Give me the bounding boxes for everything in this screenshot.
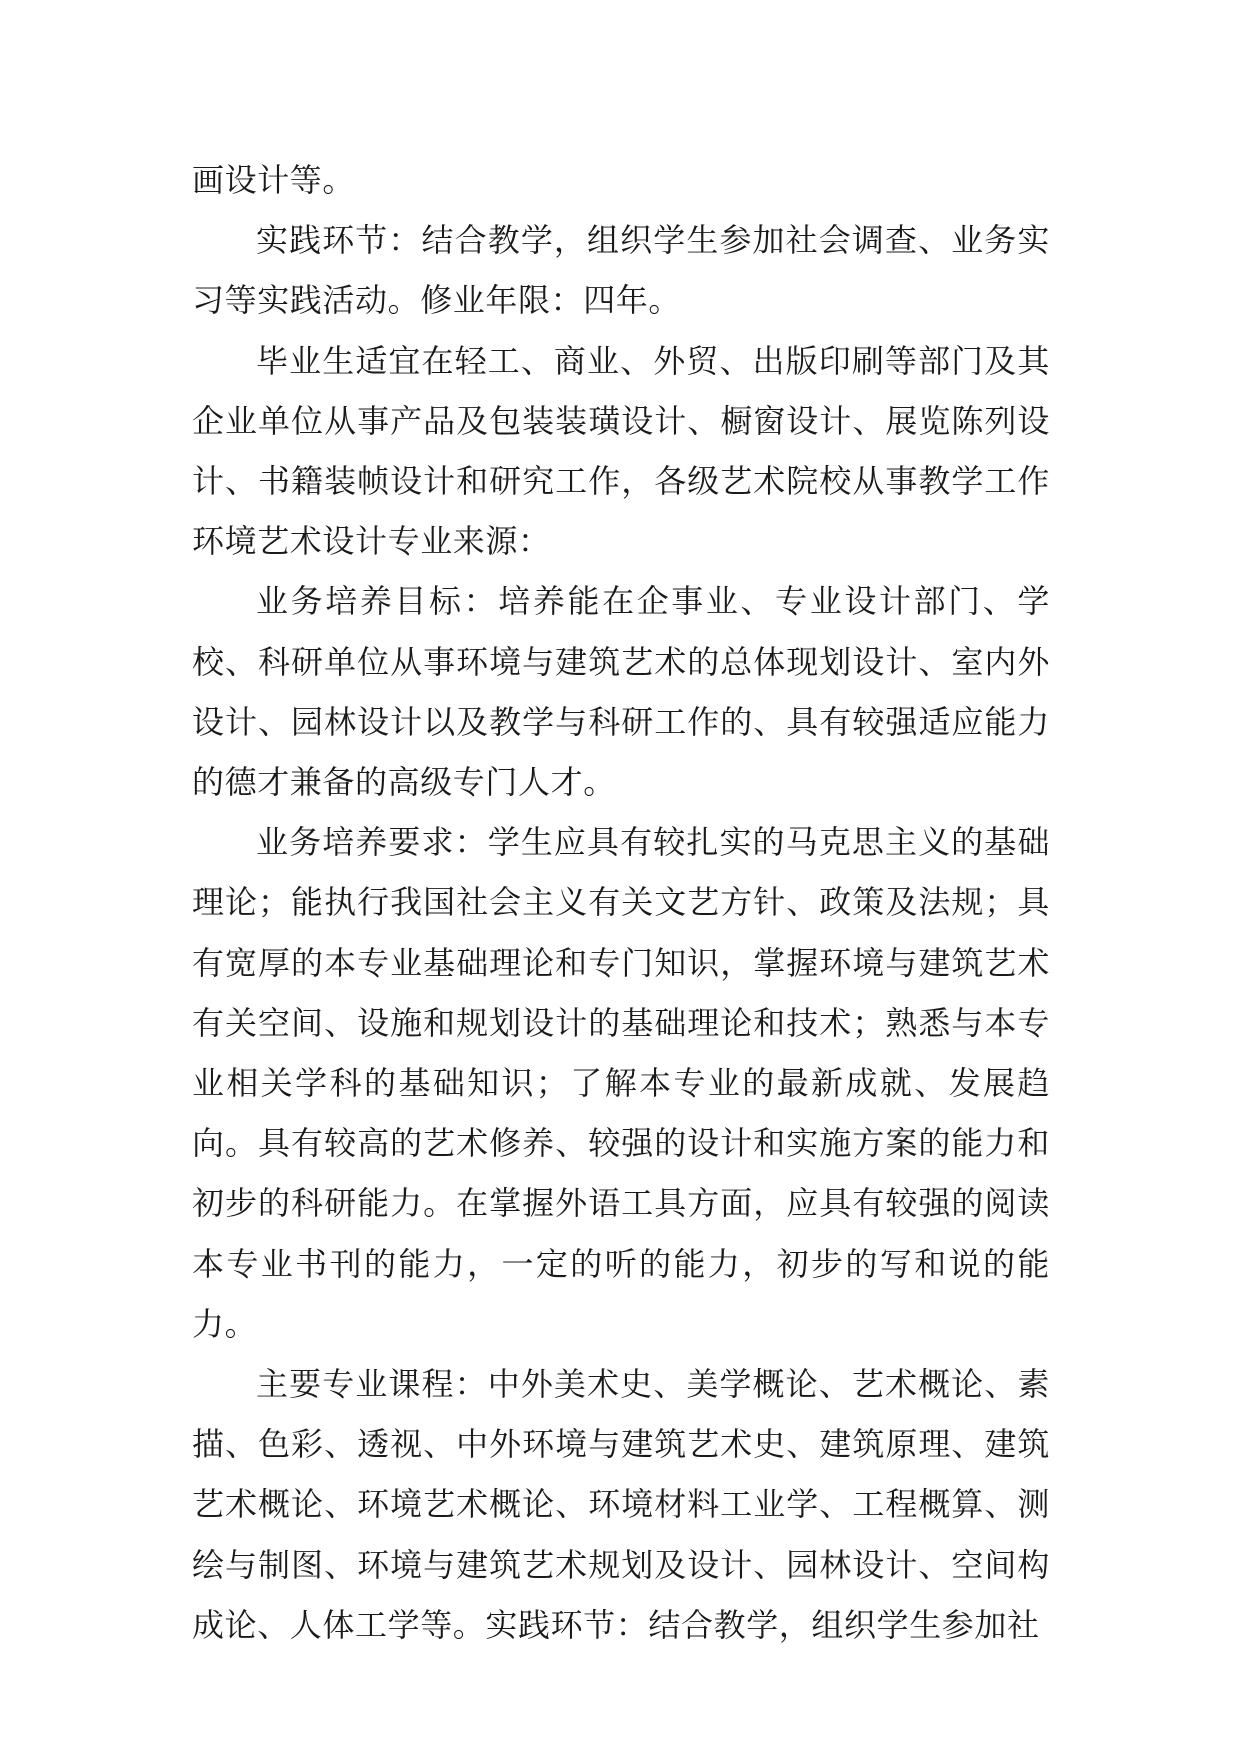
paragraph-practice: 实践环节：结合教学，组织学生参加社会调查、业务实习等实践活动。修业年限：四年。 xyxy=(192,221,1050,320)
document-page xyxy=(192,150,1050,1655)
paragraph-training-requirements: 业务培养要求：学生应具有较扎实的马克思主义的基础理论；能执行我国社会主义有关文艺方针、政策及法规；具有宽厚的本专业基础理论和专门知识，掌握环境与建筑艺术有关空间、设施和规划设计的基础理论和技术；熟悉与本专业相关学科的基础知识；了解本专业的最新成就、发展趋向。具有较高的艺术修养、较强的设计和实施方案的能力和初步的科研能力。在掌握外语工具方面，应具有较强的阅读本专业书刊的能力，一定的听的能力，初步的写和说的能力。 xyxy=(192,823,1050,1343)
paragraph-continuation: 画设计等。 xyxy=(192,161,356,199)
paragraph-main-courses: 主要专业课程：中外美术史、美学概论、艺术概论、素描、色彩、透视、中外环境与建筑艺术史、建筑原理、建筑艺术概论、环境艺术概论、环境材料工业学、工程概算、测绘与制图、环境与建筑艺术规划及设计、园林设计、空间构成论、人体工学等。实践环节：结合教学，组织学生参加社 xyxy=(192,1365,1050,1644)
paragraph-training-goal: 业务培养目标：培养能在企事业、专业设计部门、学校、科研单位从事环境与建筑艺术的总体现划设计、室内外设计、园林设计以及教学与科研工作的、具有较强适应能力的德才兼备的高级专门人才。 xyxy=(192,582,1050,802)
paragraph-graduates: 毕业生适宜在轻工、商业、外贸、出版印刷等部门及其企业单位从事产品及包装装璜设计、橱窗设计、展览陈列设计、书籍装帧设计和研究工作，各级艺术院校从事教学工作环境艺术设计专业来源： xyxy=(192,341,1050,561)
